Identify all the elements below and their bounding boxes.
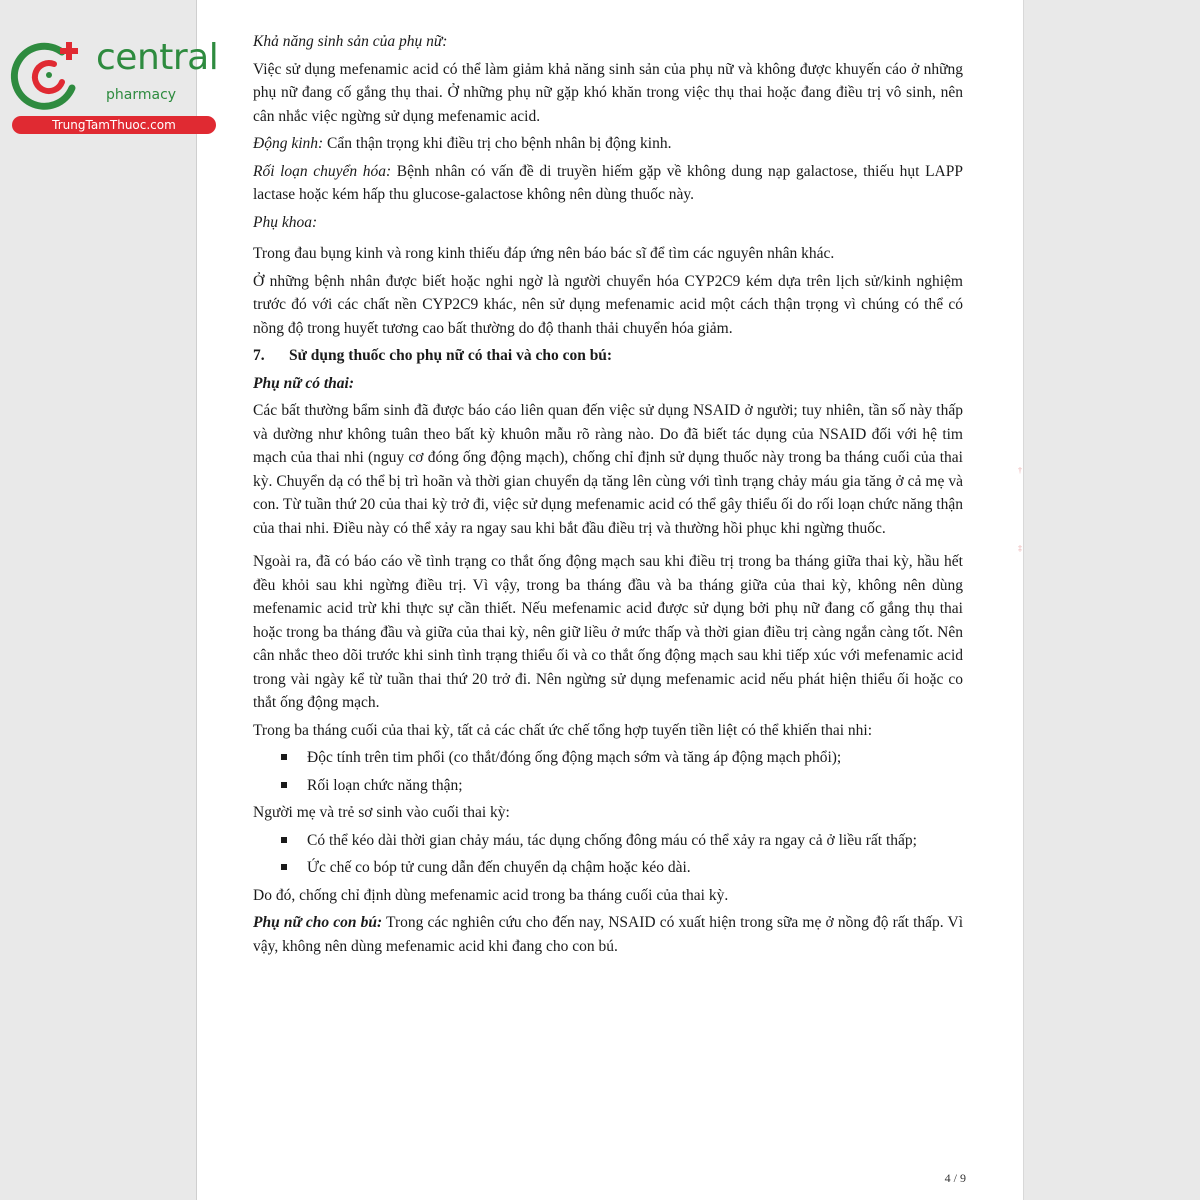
pregnant-paragraph-3: Trong ba tháng cuối của thai kỳ, tất cả các chất ức chế tổng hợp tuyến tiền liệt có thể khiến thai nhi: — [253, 721, 873, 739]
document-body — [253, 30, 963, 962]
cyp2c9-paragraph: Ở những bệnh nhân được biết hoặc nghi ngờ là người chuyển hóa CYP2C9 kém dựa trên lịch sử/kinh nghiệm trước đó với các chất nền CYP2C9 khác, nên sử dụng mefenamic acid một cách thận trọng vì chúng có thể có nồng độ trong huyết tương cao bất thường do độ thanh thải chuyển hóa giảm. — [253, 272, 963, 337]
svg-text:†: † — [1018, 466, 1022, 475]
list-item: Rối loạn chức năng thận; — [253, 774, 963, 798]
central-pharmacy-logo-icon — [10, 36, 88, 114]
mother-effects-list — [253, 829, 963, 880]
epilepsy-paragraph — [253, 132, 963, 156]
svg-text:‡: ‡ — [1018, 544, 1022, 553]
lactation-heading: Phụ nữ cho con bú: — [253, 914, 383, 931]
metabolic-text: Bệnh nhân có vấn đề di truyền hiếm gặp về không dung nạp galactose, thiếu hụt LAPP lactase hoặc kém hấp thu glucose-galactose không nên dùng thuốc này. — [253, 162, 963, 203]
list-item: Ức chế co bóp tử cung dẫn đến chuyển dạ chậm hoặc kéo dài. — [253, 856, 963, 880]
metabolic-paragraph — [253, 160, 963, 207]
mother-intro: Người mẹ và trẻ sơ sinh vào cuối thai kỳ: — [253, 804, 510, 821]
contraindication-paragraph: Do đó, chống chỉ định dùng mefenamic acid trong ba tháng cuối của thai kỳ. — [253, 886, 729, 904]
section-7-title: Sử dụng thuốc cho phụ nữ có thai và cho con bú: — [289, 347, 613, 364]
fetus-effects-list — [253, 746, 963, 797]
metabolic-heading: Rối loạn chuyển hóa: — [253, 162, 392, 180]
brand-logo — [10, 36, 219, 136]
fertility-paragraph: Việc sử dụng mefenamic acid có thể làm giảm khả năng sinh sản của phụ nữ và không được khuyến cáo ở những phụ nữ đang cố gắng thụ thai. Ở những phụ nữ gặp khó khăn trong việc thụ thai hoặc đang điều trị vô sinh, nên cân nhắc việc ngừng sử dụng mefenamic acid. — [253, 60, 963, 125]
brand-subtitle: pharmacy — [106, 87, 177, 103]
pregnant-paragraph-2: Ngoài ra, đã có báo cáo về tình trạng co thắt ống động mạch sau khi điều trị trong ba tháng giữa thai kỳ, hầu hết đều khỏi sau khi ngừng điều trị. Vì vậy, trong ba tháng đầu và ba tháng giữa của thai kỳ, không nên dùng mefenamic acid trừ khi thực sự cần thiết. Nếu mefenamic acid được sử dụng bởi phụ nữ đang cố gắng thụ thai hoặc trong ba tháng đầu và giữa của thai kỳ, nên giữ liều ở mức thấp và thời gian điều trị càng ngắn càng tốt. Nên cân nhắc theo dõi trước khi sinh tình trạng thiểu ối và co thắt ống động mạch sau khi tiếp xúc với mefenamic acid trong vài ngày kể từ tuần thai thứ 20 trở đi. Nên ngừng sử dụng mefenamic acid nếu phát hiện thiểu ối hoặc co thắt ống động mạch. — [253, 553, 963, 711]
brand-name: central — [96, 37, 219, 78]
epilepsy-text: Cẩn thận trọng khi điều trị cho bệnh nhân bị động kinh. — [323, 135, 672, 152]
list-item: Độc tính trên tim phổi (co thắt/đóng ống động mạch sớm và tăng áp động mạch phổi); — [253, 746, 963, 770]
scan-artifact — [1018, 540, 1030, 553]
lactation-paragraph — [253, 911, 963, 958]
gynecology-paragraph: Trong đau bụng kinh và rong kinh thiếu đáp ứng nên báo bác sĩ để tìm các nguyên nhân khác. — [253, 245, 835, 262]
lactation-text: Trong các nghiên cứu cho đến nay, NSAID có xuất hiện trong sữa mẹ ở nồng độ rất thấp. Vì vậy, không nên dùng mefenamic acid khi đang cho con bú. — [253, 914, 963, 955]
epilepsy-heading: Động kinh: — [253, 135, 324, 152]
section-7-heading — [253, 344, 963, 368]
gynecology-heading: Phụ khoa: — [253, 213, 318, 231]
pregnant-paragraph-1: Các bất thường bẩm sinh đã được báo cáo liên quan đến việc sử dụng NSAID ở người; tuy nhiên, tần số này thấp và dường như không tuân theo bất kỳ khuôn mẫu rõ ràng nào. Do đã biết tác dụng của NSAID đối với hệ tim mạch của thai nhi (nguy cơ đóng ống động mạch), chống chỉ định sử dụng thuốc này trong ba tháng cuối của thai kỳ. Chuyển dạ có thể bị trì hoãn và thời gian chuyển dạ tăng lên cùng với tình trạng chảy máu gia tăng ở cả mẹ và con. Từ tuần thứ 20 của thai kỳ trở đi, việc sử dụng mefenamic acid có thể gây thiểu ối do rối loạn chức năng thận của thai nhi. Điều này có thể xảy ra ngay sau khi bắt đầu điều trị và thường hồi phục khi ngừng thuốc. — [253, 402, 963, 537]
section-7-number: 7. — [253, 347, 265, 364]
pregnant-heading: Phụ nữ có thai: — [253, 374, 355, 392]
fertility-heading: Khả năng sinh sản của phụ nữ: — [253, 33, 448, 50]
list-item: Có thể kéo dài thời gian chảy máu, tác dụng chống đông máu có thể xảy ra ngay cả ở liều rất thấp; — [253, 829, 963, 853]
page-number: 4 / 9 — [944, 1171, 966, 1185]
brand-site-badge: TrungTamThuoc.com — [12, 116, 216, 134]
scan-artifact — [1018, 462, 1030, 475]
